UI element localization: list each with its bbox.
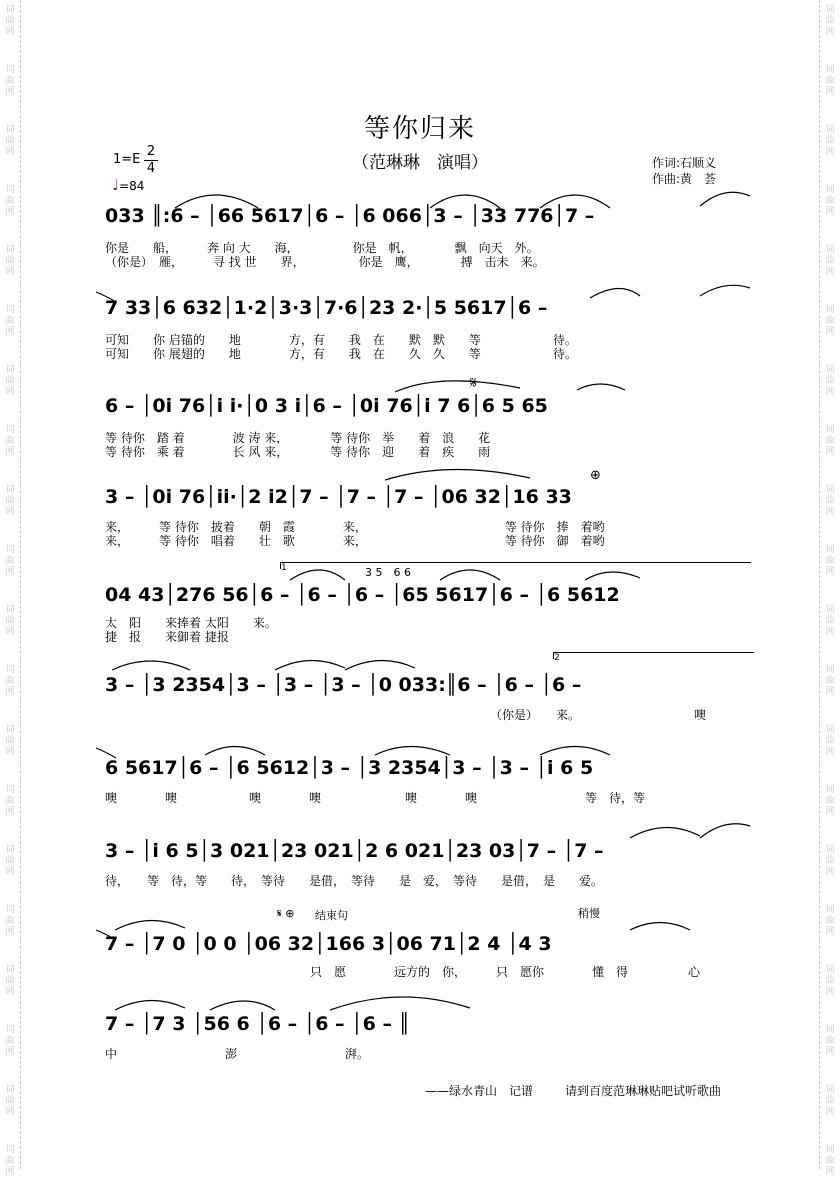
watermark-mark: 词 曲 网 xyxy=(825,845,835,877)
segno-coda-icon: 𝄋 ⊕ xyxy=(277,907,295,920)
watermark-mark: 词 曲 网 xyxy=(5,305,15,337)
watermark-mark: 词 曲 网 xyxy=(825,965,835,997)
watermark-mark: 词 曲 网 xyxy=(825,305,835,337)
notes-row: 3 – │i 6 5│3 021│23 021│2 6 021│23 03│7 – │7 – xyxy=(105,840,604,862)
transcriber-credit: ——绿水青山 记谱 xyxy=(425,1084,534,1098)
song-subtitle: （范琳琳 演唱） xyxy=(352,153,488,173)
watermark-mark: 词 曲 网 xyxy=(5,1145,15,1177)
watermark-mark: 词 曲 网 xyxy=(825,425,835,457)
lyrics-verse-1: 只 愿 远方的 你， 只 愿你 懂 得 心 xyxy=(310,965,701,979)
lyrics-verse-1: 等 待你 踏 着 波 涛 来， 等 待你 举 着 浪 花 xyxy=(105,431,491,445)
watermark-mark: 词 曲 网 xyxy=(825,905,835,937)
watermark-mark: 词 曲 网 xyxy=(5,605,15,637)
slur xyxy=(440,570,500,580)
slur xyxy=(385,469,530,480)
notes-row: 033 ║:6 – │66 5617│6 – │6 066│3 – │33 776│7 – xyxy=(105,205,595,227)
lyrics-verse-1: 太 阳 来捧着 太阳 来。 xyxy=(105,616,277,630)
segno-icon: 𝄋 xyxy=(470,373,477,392)
watermark-mark: 词 曲 网 xyxy=(5,125,15,157)
watermark-mark: 词 曲 网 xyxy=(5,725,15,757)
watermark-mark: 词 曲 网 xyxy=(5,485,15,517)
lyrics-verse-1: 待， 等 待，等 待， 等待 是借， 等待 是 爱， 等待 是借， 是 爱。 xyxy=(105,874,604,888)
watermark-mark: 词 曲 网 xyxy=(825,65,835,97)
coda-instruction: 结束句 xyxy=(315,909,348,922)
listen-note: 请到百度范琳琳贴吧试听歌曲 xyxy=(565,1084,722,1098)
watermark-mark: 词 曲 网 xyxy=(825,365,835,397)
watermark-mark: 词 曲 网 xyxy=(825,245,835,277)
watermark-mark: 词 曲 网 xyxy=(825,1085,835,1117)
watermark-mark: 词 曲 网 xyxy=(5,65,15,97)
lyrics-verse-2: 来， 等 待你 唱着 壮 歌 来， 等 待你 御 着哟 xyxy=(105,534,605,548)
lyrics-verse-1: 可知 你 启锚的 地 方，有 我 在 默 默 等 待。 xyxy=(105,333,577,347)
composer-credit: 作曲:黄 荟 xyxy=(652,172,717,186)
notes-row: 6 – │0i 76│i i·│0 3 i│6 – │0i 76│i 7 6│6 5 65 xyxy=(105,395,548,417)
slur xyxy=(210,1001,275,1010)
watermark-mark: 词 曲 网 xyxy=(5,545,15,577)
slur xyxy=(330,997,470,1010)
watermark-mark: 词 曲 网 xyxy=(5,965,15,997)
slur xyxy=(630,827,700,838)
watermark-mark: 词 曲 网 xyxy=(5,845,15,877)
watermark-mark: 词 曲 网 xyxy=(825,1145,835,1177)
slur xyxy=(630,923,690,931)
coda-icon: ⊕ xyxy=(590,468,601,483)
time-signature xyxy=(144,144,158,177)
watermark-mark: 词 曲 网 xyxy=(5,365,15,397)
notes-row: 7 – │7 0 │0 0 │06 32│166 3│06 71│2 4 │4 3 xyxy=(105,933,552,955)
slur xyxy=(275,660,345,670)
notes-row: 7 33│6 632│1·2│3·3│7·6│23 2·│5 5617│6 – xyxy=(105,297,548,319)
watermark-mark: 词 曲 网 xyxy=(5,425,15,457)
slur xyxy=(112,661,190,670)
ossia-notes: 3 5 6 6 xyxy=(365,566,411,579)
notes-row: 3 – │0i 76│ii·│2 i2│7 – │7 – │7 – │06 32│16 33 xyxy=(105,486,572,508)
slur xyxy=(115,920,185,930)
notes-row: 7 – │7 3 │56 6 │6 – │6 – │6 – ║ xyxy=(105,1013,410,1035)
watermark-mark: 词 曲 网 xyxy=(825,185,835,217)
slur xyxy=(395,381,520,392)
slur xyxy=(540,747,610,756)
lyrics-verse-1: 噢 噢 噢 噢 噢 噢 等 待，等 xyxy=(105,791,646,805)
watermark-mark: 词 曲 网 xyxy=(825,785,835,817)
slur xyxy=(375,747,450,756)
lyrics-verse-1: 来， 等 待你 披着 朝 霞 来， 等 待你 捧 着哟 xyxy=(105,520,605,534)
watermark-mark: 词 曲 网 xyxy=(825,485,835,517)
watermark-mark: 词 曲 网 xyxy=(5,785,15,817)
watermark-mark: 词 曲 网 xyxy=(5,185,15,217)
watermark-mark: 词 曲 网 xyxy=(5,5,15,37)
slur xyxy=(585,572,640,580)
watermark-mark: 词 曲 网 xyxy=(825,725,835,757)
watermark-mark: 词 曲 网 xyxy=(825,1025,835,1057)
lyrics-verse-1: （你是） 来。 噢 xyxy=(490,708,707,722)
lyricist-credit: 作词:石顺义 xyxy=(652,156,717,170)
slur xyxy=(700,192,750,206)
notes-row: 3 – │3 2354│3 – │3 – │3 – │0 033:║6 – │6 – │6 – xyxy=(105,674,582,696)
lyrics-verse-2: （你是） 雁， 寻 找 世 界， 你是 鹰， 搏 击未 来。 xyxy=(105,255,545,269)
lyrics-verse-2: 可知 你 展翅的 地 方，有 我 在 久 久 等 待。 xyxy=(105,347,577,361)
lyrics-verse-1: 你是 船， 奔 向 大 海， 你是 帆， 飘 向天 外。 xyxy=(105,241,539,255)
song-title: 等你归来 xyxy=(363,114,476,144)
second-ending-number: 2 xyxy=(554,653,560,663)
second-ending-bracket xyxy=(553,652,754,663)
first-ending-number: 1 xyxy=(281,563,287,573)
watermark-mark: 词 曲 网 xyxy=(825,605,835,637)
watermark-mark: 词 曲 网 xyxy=(5,245,15,277)
notes-row: 04 43│276 56│6 – │6 – │6 – │65 5617│6 – │6 5612 xyxy=(105,584,620,606)
meter-bottom: 4 xyxy=(146,161,156,176)
slur xyxy=(345,660,415,670)
lyrics-verse-2: 等 待你 乘 着 长 风 来， 等 待你 迎 着 疾 雨 xyxy=(105,445,491,459)
meter-top: 2 xyxy=(144,144,158,161)
watermark-mark: 词 曲 网 xyxy=(825,125,835,157)
lyrics-verse-2: 捷 报 来御着 捷报 xyxy=(105,630,229,644)
slur xyxy=(205,747,265,756)
tempo-marking xyxy=(112,176,144,194)
slur xyxy=(115,1000,185,1010)
slur xyxy=(290,570,345,580)
watermark-mark: 词 曲 网 xyxy=(5,665,15,697)
slur xyxy=(700,824,750,838)
lyrics-verse-1: 中 澎 湃。 xyxy=(105,1047,370,1061)
tempo-value: =84 xyxy=(119,179,145,193)
watermark-mark: 词 曲 网 xyxy=(5,1085,15,1117)
watermark-mark: 词 曲 网 xyxy=(825,5,835,37)
notes-row: 6 5617│6 – │6 5612│3 – │3 2354│3 – │3 – │i 6 5 xyxy=(105,757,594,779)
watermark-mark: 词 曲 网 xyxy=(5,1025,15,1057)
tempo-instruction: 稍慢 xyxy=(578,907,600,920)
watermark-mark: 词 曲 网 xyxy=(825,665,835,697)
slur xyxy=(577,384,625,390)
key-signature: 1=E xyxy=(113,152,141,167)
slur xyxy=(700,285,750,296)
watermark-mark: 词 曲 网 xyxy=(825,545,835,577)
watermark-mark: 词 曲 网 xyxy=(5,905,15,937)
slur xyxy=(590,288,640,298)
quarter-note-icon: ♩ xyxy=(112,176,120,194)
